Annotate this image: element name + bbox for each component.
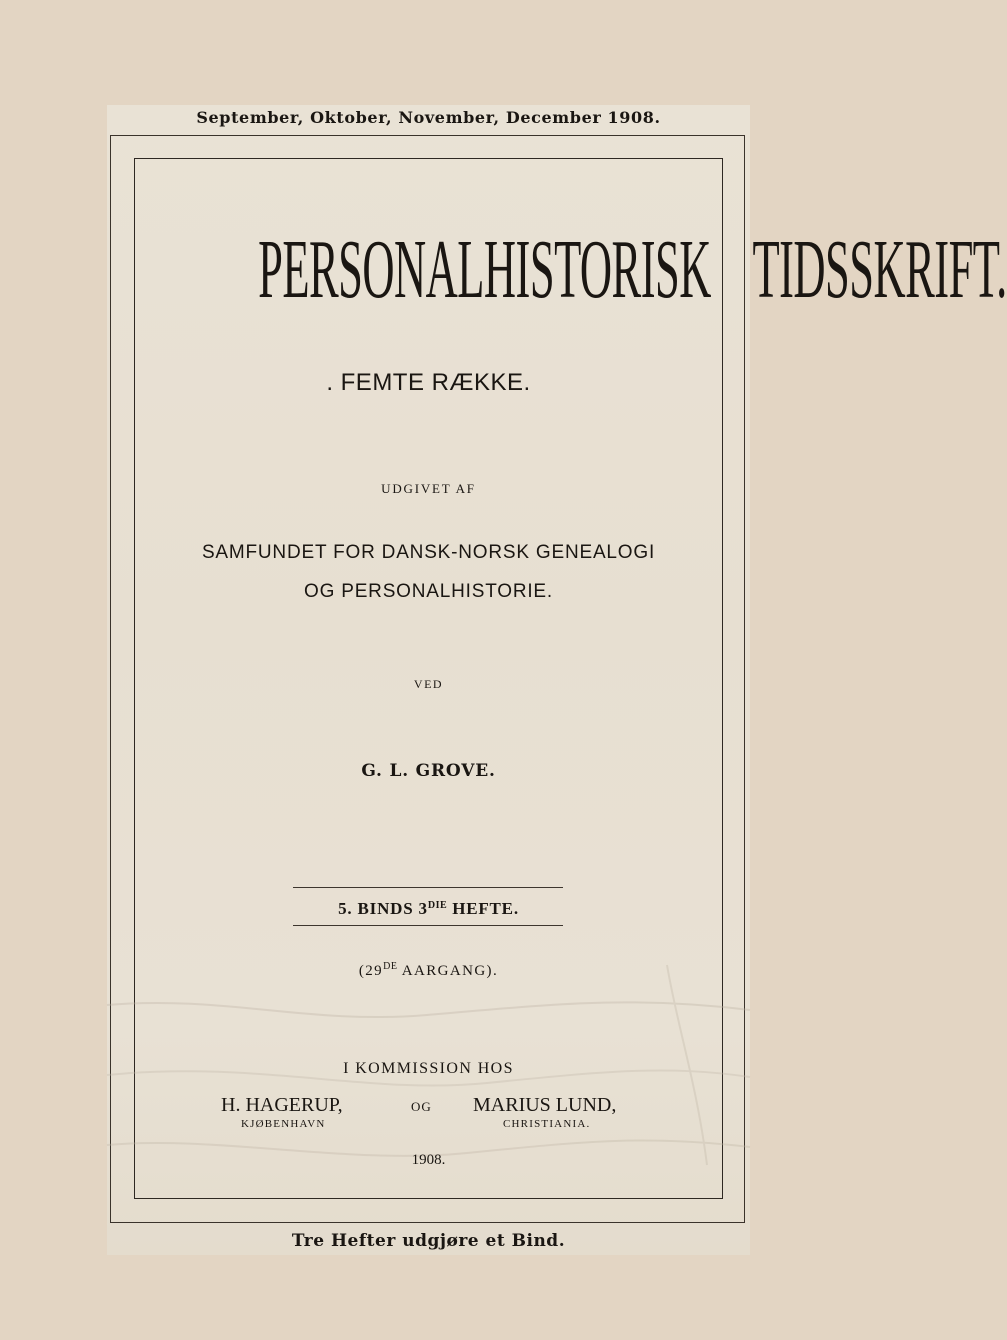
series-label: . FEMTE RÆKKE. bbox=[326, 369, 531, 396]
publisher-hagerup: H. HAGERUP, bbox=[221, 1094, 343, 1116]
footer-note: Tre Hefter udgjøre et Bind. bbox=[291, 1231, 566, 1251]
publisher-lund: MARIUS LUND, bbox=[473, 1094, 617, 1116]
editor-name: G. L. GROVE. bbox=[361, 761, 496, 781]
city-copenhagen: KJØBENHAVN bbox=[241, 1118, 326, 1130]
society-name-line-2: OG PERSONALHISTORIE. bbox=[304, 581, 553, 602]
title-page bbox=[107, 105, 1007, 1255]
volume-year bbox=[107, 961, 750, 980]
publication-year: 1908. bbox=[411, 1152, 446, 1168]
issue-prefix: 5. BINDS 3 bbox=[338, 899, 428, 918]
issue-number bbox=[107, 899, 750, 919]
issue-rule-top bbox=[293, 887, 563, 888]
volume-prefix: (29 bbox=[358, 963, 384, 979]
commission-label: I KOMMISSION HOS bbox=[343, 1060, 514, 1077]
journal-title: PERSONALHISTORISK TIDSSKRIFT. bbox=[258, 223, 1007, 316]
edited-by-label: UDGIVET AF bbox=[381, 481, 476, 496]
publisher-connector: OG bbox=[411, 1099, 432, 1114]
city-christiania: CHRISTIANIA. bbox=[503, 1118, 591, 1130]
issue-rule-bottom bbox=[293, 925, 563, 926]
issue-months: September, Oktober, November, December 1908. bbox=[196, 108, 661, 127]
society-name-line-1: SAMFUNDET FOR DANSK-NORSK GENEALOGI bbox=[201, 542, 656, 563]
volume-suffix: AARGANG). bbox=[397, 963, 499, 979]
by-label: VED bbox=[413, 677, 444, 691]
volume-ordinal: DE bbox=[383, 961, 398, 972]
issue-suffix: HEFTE. bbox=[447, 899, 519, 918]
issue-ordinal: DIE bbox=[427, 900, 448, 911]
